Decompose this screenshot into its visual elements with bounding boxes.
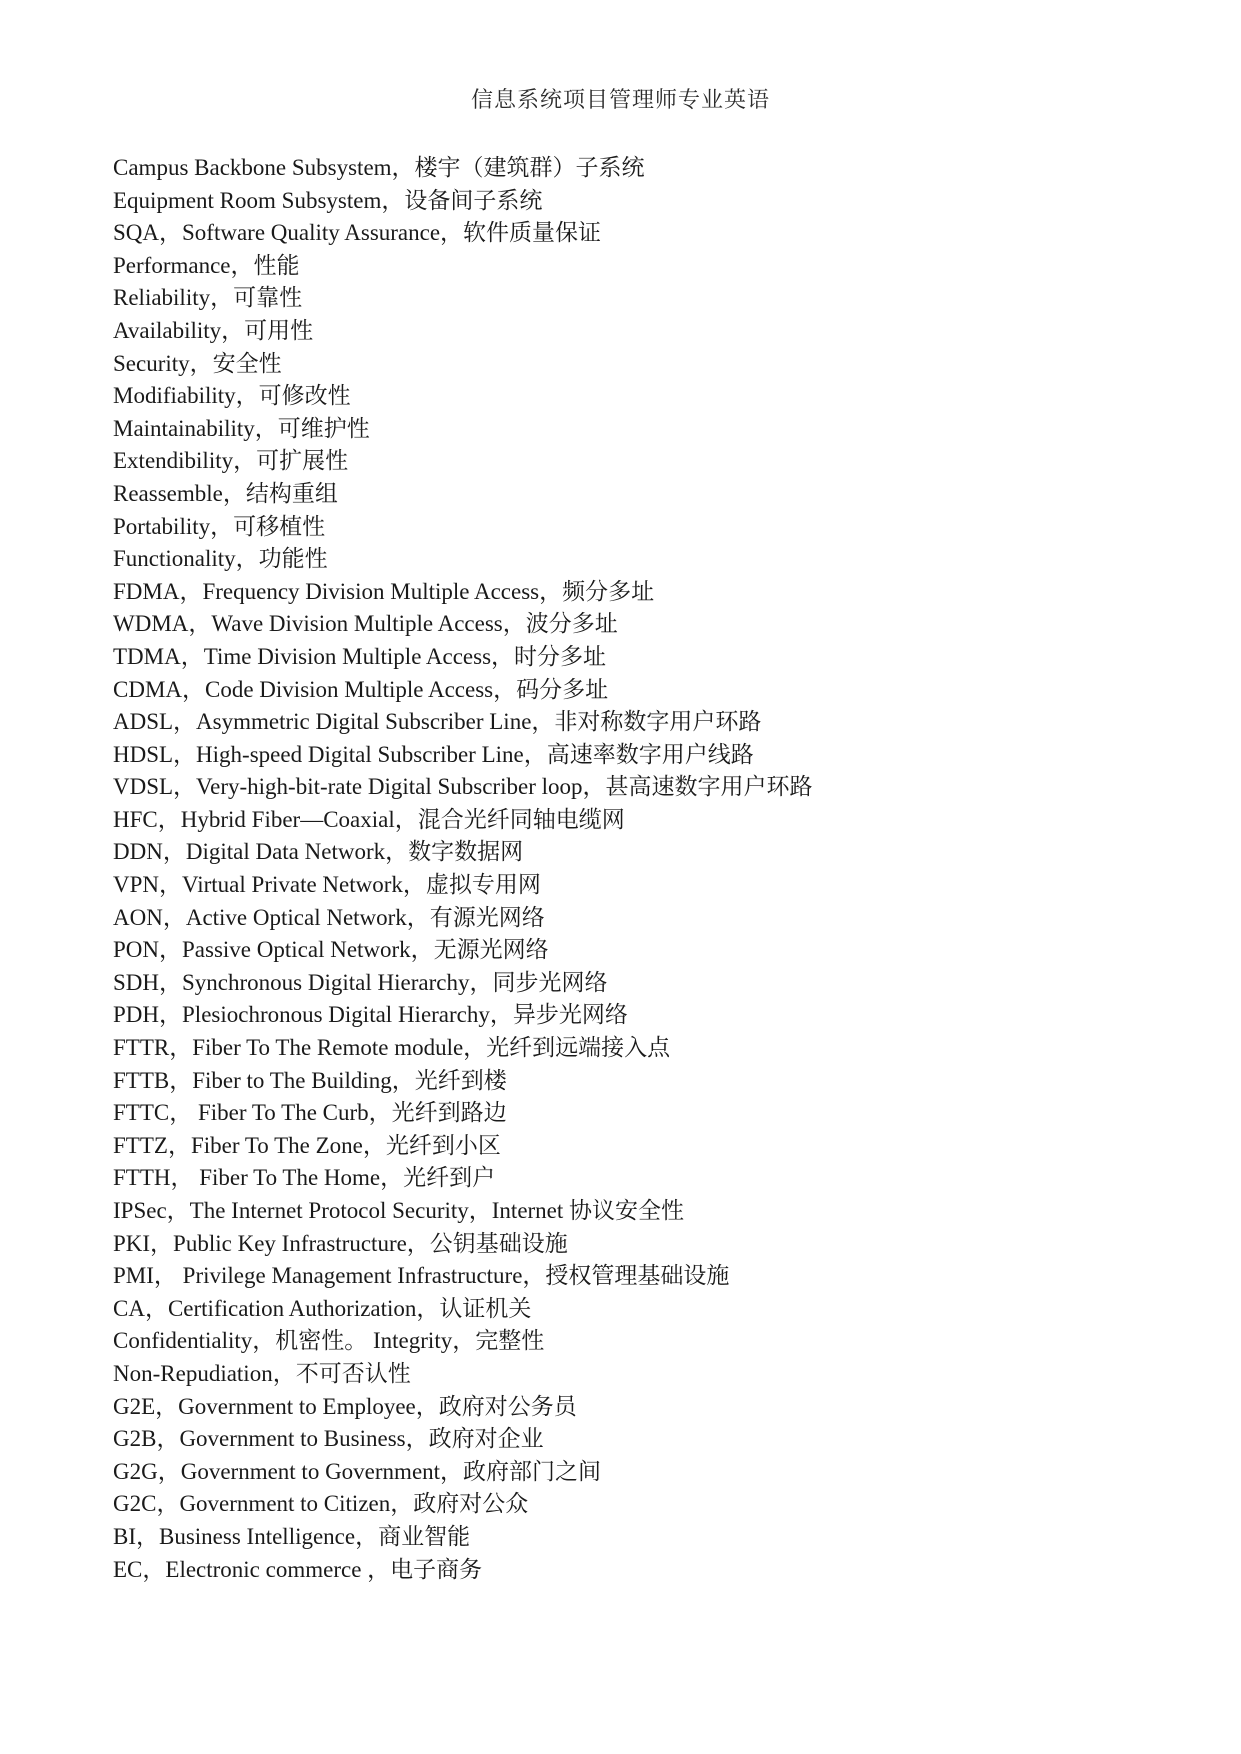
glossary-entry: FTTH， Fiber To The Home，光纤到户 [113, 1165, 496, 1191]
glossary-entry: IPSec，The Internet Protocol Security，Internet 协议安全性 [113, 1198, 685, 1223]
glossary-entry: ADSL，Asymmetric Digital Subscriber Line，非对称数字用户环路 [113, 709, 762, 735]
glossary-entry: Maintainability，可维护性 [113, 415, 370, 441]
glossary-entry: PMI， Privilege Management Infrastructure，授权管理基础设施 [113, 1263, 730, 1289]
glossary-entry: Confidentiality，机密性。 Integrity，完整性 [113, 1328, 545, 1354]
glossary-entry: AON，Active Optical Network，有源光网络 [113, 904, 545, 930]
glossary-entry: G2E，Government to Employee，政府对公务员 [113, 1393, 577, 1419]
glossary-entry: TDMA，Time Division Multiple Access，时分多址 [113, 643, 607, 669]
glossary-entry: Portability，可移植性 [113, 513, 326, 539]
glossary-entry: HFC，Hybrid Fiber—Coaxial，混合光纤同轴电缆网 [113, 806, 625, 832]
glossary-entry: G2G，Government to Government，政府部门之间 [113, 1458, 602, 1484]
glossary-entry: G2B，Government to Business，政府对企业 [113, 1426, 544, 1452]
glossary-entry: FTTC， Fiber To The Curb，光纤到路边 [113, 1100, 507, 1126]
glossary-entry: FTTZ，Fiber To The Zone，光纤到小区 [113, 1132, 501, 1158]
glossary-entry: Non-Repudiation，不可否认性 [113, 1360, 411, 1386]
glossary-entry: EC，Electronic commerce ，电子商务 [113, 1556, 483, 1582]
glossary-entry: FTTB，Fiber to The Building，光纤到楼 [113, 1067, 507, 1093]
glossary-entry: DDN，Digital Data Network，数字数据网 [113, 839, 524, 865]
glossary-entry: WDMA，Wave Division Multiple Access，波分多址 [113, 611, 618, 637]
glossary-entry: CDMA，Code Division Multiple Access，码分多址 [113, 676, 609, 702]
glossary-entry: BI，Business Intelligence，商业智能 [113, 1523, 471, 1549]
glossary-entry: PDH，Plesiochronous Digital Hierarchy，异步光网络 [113, 1002, 628, 1028]
glossary-entry: SDH，Synchronous Digital Hierarchy，同步光网络 [113, 969, 608, 995]
glossary-entry: CA，Certification Authorization，认证机关 [113, 1295, 532, 1321]
glossary-entry: Reassemble，结构重组 [113, 480, 338, 506]
glossary-entry: FTTR，Fiber To The Remote module，光纤到远端接入点 [113, 1035, 671, 1061]
glossary-entry: Performance，性能 [113, 252, 300, 278]
glossary-entry: HDSL，High-speed Digital Subscriber Line，高速率数字用户线路 [113, 741, 754, 767]
glossary-entry: Equipment Room Subsystem，设备间子系统 [113, 187, 543, 213]
glossary-entry: Reliability，可靠性 [113, 285, 303, 311]
glossary-entry: Security，安全性 [113, 350, 282, 376]
glossary-list [113, 152, 813, 1586]
page-title: 信息系统项目管理师专业英语 [470, 87, 770, 112]
glossary-entry: Availability，可用性 [113, 317, 314, 343]
glossary-entry: Modifiability，可修改性 [113, 383, 351, 409]
glossary-entry: Campus Backbone Subsystem，楼宇（建筑群）子系统 [113, 155, 645, 180]
glossary-entry: PON，Passive Optical Network，无源光网络 [113, 937, 549, 963]
glossary-entry: Extendibility，可扩展性 [113, 448, 349, 474]
glossary-entry: PKI，Public Key Infrastructure，公钥基础设施 [113, 1230, 568, 1256]
glossary-entry: FDMA，Frequency Division Multiple Access，频分多址 [113, 578, 655, 604]
glossary-entry: SQA，Software Quality Assurance，软件质量保证 [113, 220, 602, 246]
glossary-entry: VDSL，Very-high-bit-rate Digital Subscriber loop，甚高速数字用户环路 [113, 774, 813, 800]
glossary-entry: G2C，Government to Citizen，政府对公众 [113, 1491, 529, 1517]
glossary-entry: VPN，Virtual Private Network，虚拟专用网 [113, 872, 541, 898]
glossary-entry: Functionality，功能性 [113, 546, 328, 572]
